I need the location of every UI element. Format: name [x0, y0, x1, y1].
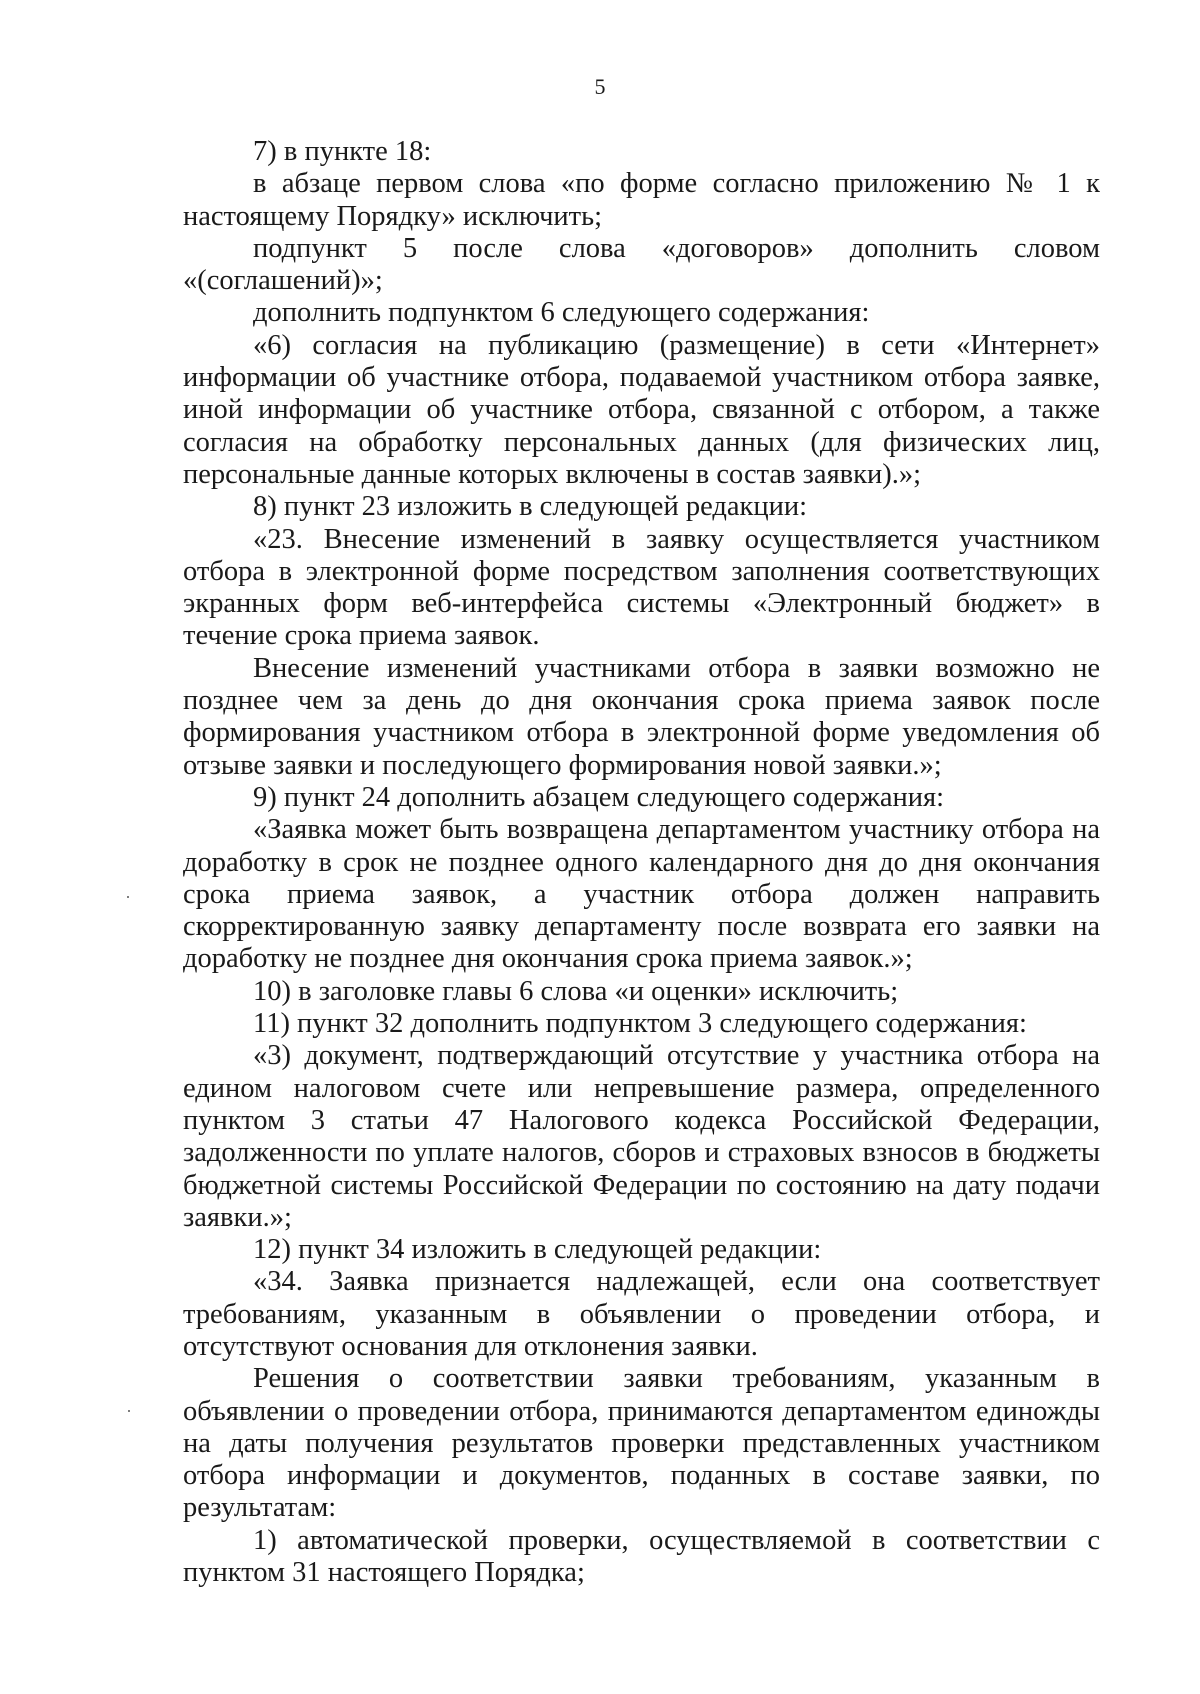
paragraph-decisions: Решения о соответствии заявки требованиям, указанным в объявлении о проведении отбора, принимаются департаментом единожды на даты получения результатов проверки представленных участником отбора информации и документов, поданных в составе заявки, по результатам: [183, 1363, 1100, 1524]
page-number: 5 [594, 74, 606, 99]
paragraph-add-subitem-6: дополнить подпунктом 6 следующего содержания: [253, 297, 870, 329]
paragraph-first-abzac: в абзаце первом слова «по форме согласно приложению № 1 к настоящему Порядку» исключить; [183, 168, 1100, 232]
paragraph-item-7: 7) в пункте 18: [253, 136, 432, 167]
paragraph-subitem-6-text: «6) согласия на публикацию (размещение) в сети «Интернет» информации об участнике отбора, подаваемой участником отбора заявке, иной информации об участнике отбора, связанной с отбором, а также согласия на обработку персональных данных (для физических лиц, персональные данные которых включены в состав заявки).»; [183, 329, 1100, 490]
scan-speck [128, 1410, 130, 1412]
document-body [183, 136, 1100, 1589]
paragraph-auto-check: 1) автоматической проверки, осуществляемой в соответствии с пунктом 31 настоящего Порядка; [183, 1524, 1100, 1589]
paragraph-item-9: 9) пункт 24 дополнить абзацем следующего содержания: [253, 781, 945, 813]
paragraph-item-12: 12) пункт 34 изложить в следующей редакции: [253, 1234, 822, 1266]
paragraph-item-8: 8) пункт 23 изложить в следующей редакции: [253, 491, 808, 523]
paragraph-point-24-text: «Заявка может быть возвращена департаментом участнику отбора на доработку в срок не позднее одного календарного дня до дня окончания срока приема заявок, а участник отбора должен направить скорректированную заявку департаменту после возврата его заявки на доработку не позднее дня окончания срока приема заявок.»; [183, 814, 1100, 975]
paragraph-subitem-3-text: «3) документ, подтверждающий отсутствие у участника отбора на едином налоговом счете или непревышение размера, определенного пунктом 3 статьи 47 Налогового кодекса Российской Федерации, задолженности по уплате налогов, сборов и страховых взносов в бюджеты бюджетной системы Российской Федерации по состоянию на дату подачи заявки.»; [183, 1040, 1100, 1233]
paragraph-point-23-text: «23. Внесение изменений в заявку осуществляется участником отбора в электронной форме посредством заполнения соответствующих экранных форм веб-интерфейса системы «Электронный бюджет» в течение срока приема заявок. [183, 523, 1100, 652]
paragraph-point-23-changes: Внесение изменений участниками отбора в заявки возможно не позднее чем за день до дня окончания срока приема заявок после формирования участником отбора в электронной форме уведомления об отзыве заявки и последующего формирования новой заявки.»; [183, 652, 1100, 781]
scan-speck [127, 896, 129, 898]
paragraph-subitem-5: подпункт 5 после слова «договоров» дополнить словом «(соглашений)»; [183, 232, 1100, 297]
paragraph-item-11: 11) пункт 32 дополнить подпунктом 3 следующего содержания: [253, 1008, 1027, 1040]
paragraph-point-34-text: «34. Заявка признается надлежащей, если она соответствует требованиям, указанным в объявлении о проведении отбора, и отсутствуют основания для отклонения заявки. [183, 1266, 1100, 1362]
paragraph-item-10: 10) в заголовке главы 6 слова «и оценки» исключить; [253, 975, 899, 1007]
